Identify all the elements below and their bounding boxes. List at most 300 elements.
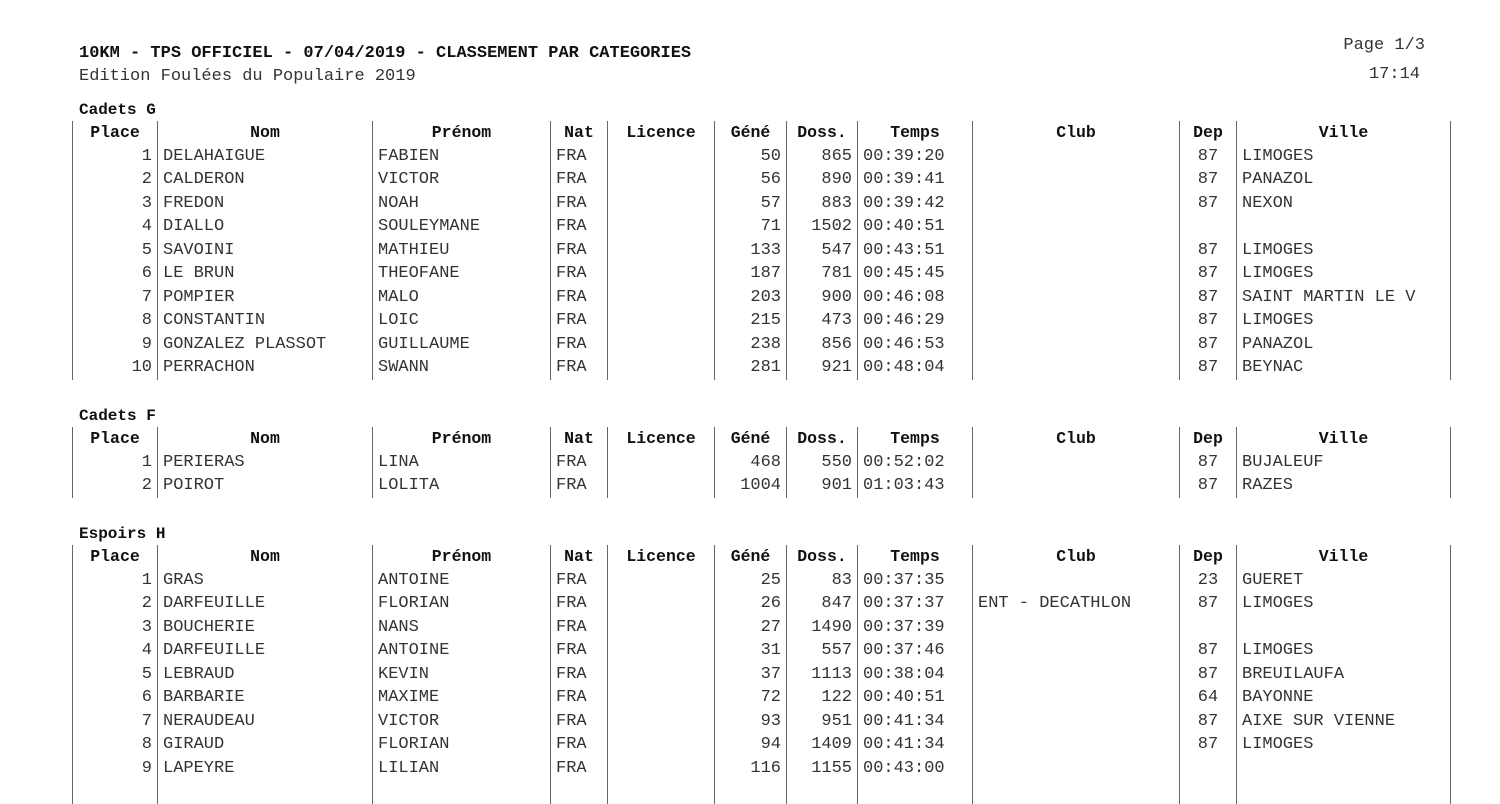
cell-empty <box>608 780 715 804</box>
cell-ville: LIMOGES <box>1237 592 1451 616</box>
column-header-ville: Ville <box>1237 545 1451 569</box>
cell-club <box>973 686 1180 710</box>
cell-nom: PERIERAS <box>158 451 373 475</box>
cell-temps: 00:37:35 <box>858 569 973 593</box>
cell-place: 5 <box>73 663 158 687</box>
cell-nom: DIALLO <box>158 215 373 239</box>
cell-ville: SAINT MARTIN LE V <box>1237 286 1451 310</box>
cell-licence <box>608 733 715 757</box>
cell-temps: 00:43:00 <box>858 757 973 781</box>
cell-dossard: 550 <box>787 451 858 475</box>
column-header-dep: Dep <box>1180 121 1237 145</box>
cell-ville: LIMOGES <box>1237 262 1451 286</box>
cell-prenom: SOULEYMANE <box>373 215 551 239</box>
cell-prenom: LOLITA <box>373 474 551 498</box>
cell-gene: 56 <box>715 168 787 192</box>
cell-empty <box>373 780 551 804</box>
cell-place: 1 <box>73 451 158 475</box>
cell-empty <box>1237 780 1451 804</box>
table-row <box>73 356 1451 380</box>
cell-prenom: MALO <box>373 286 551 310</box>
category-title: Cadets G <box>79 101 156 119</box>
cell-nat: FRA <box>551 239 608 263</box>
cell-dossard: 921 <box>787 356 858 380</box>
cell-temps: 00:39:41 <box>858 168 973 192</box>
table-row <box>73 639 1451 663</box>
cell-licence <box>608 592 715 616</box>
cell-ville: LIMOGES <box>1237 309 1451 333</box>
cell-dep: 87 <box>1180 333 1237 357</box>
cell-prenom: LINA <box>373 451 551 475</box>
column-header-prenom: Prénom <box>373 121 551 145</box>
cell-temps: 00:40:51 <box>858 686 973 710</box>
cell-ville <box>1237 616 1451 640</box>
cell-club <box>973 262 1180 286</box>
cell-gene: 72 <box>715 686 787 710</box>
column-header-nom: Nom <box>158 545 373 569</box>
column-header-nom: Nom <box>158 427 373 451</box>
column-header-club: Club <box>973 545 1180 569</box>
cell-ville: RAZES <box>1237 474 1451 498</box>
cell-dossard: 83 <box>787 569 858 593</box>
column-header-prenom: Prénom <box>373 545 551 569</box>
cell-nat: FRA <box>551 757 608 781</box>
cell-nom: NERAUDEAU <box>158 710 373 734</box>
cell-club <box>973 639 1180 663</box>
cell-temps: 00:46:53 <box>858 333 973 357</box>
cell-licence <box>608 192 715 216</box>
column-header-licence: Licence <box>608 545 715 569</box>
cell-empty <box>715 780 787 804</box>
cell-temps: 00:38:04 <box>858 663 973 687</box>
cell-dossard: 865 <box>787 145 858 169</box>
cell-temps: 00:40:51 <box>858 215 973 239</box>
cell-gene: 50 <box>715 145 787 169</box>
cell-dossard: 1409 <box>787 733 858 757</box>
cell-nat: FRA <box>551 569 608 593</box>
cell-dep: 87 <box>1180 639 1237 663</box>
column-header-dep: Dep <box>1180 427 1237 451</box>
cell-gene: 57 <box>715 192 787 216</box>
cell-dossard: 1155 <box>787 757 858 781</box>
cell-gene: 25 <box>715 569 787 593</box>
cell-licence <box>608 145 715 169</box>
cell-dep: 87 <box>1180 239 1237 263</box>
cell-nom: PERRACHON <box>158 356 373 380</box>
table-row <box>73 215 1451 239</box>
cell-gene: 215 <box>715 309 787 333</box>
cell-nat: FRA <box>551 145 608 169</box>
cell-club <box>973 451 1180 475</box>
column-header-nat: Nat <box>551 545 608 569</box>
column-header-gene: Géné <box>715 121 787 145</box>
cell-nom: LE BRUN <box>158 262 373 286</box>
column-header-prenom: Prénom <box>373 427 551 451</box>
table-row <box>73 239 1451 263</box>
cell-nat: FRA <box>551 333 608 357</box>
cell-place: 3 <box>73 616 158 640</box>
cell-place: 4 <box>73 215 158 239</box>
cell-ville: NEXON <box>1237 192 1451 216</box>
cell-nom: CALDERON <box>158 168 373 192</box>
cell-ville: BREUILAUFA <box>1237 663 1451 687</box>
cell-dep: 23 <box>1180 569 1237 593</box>
cell-dep: 87 <box>1180 474 1237 498</box>
cell-empty <box>787 780 858 804</box>
cell-place: 10 <box>73 356 158 380</box>
cell-dep <box>1180 616 1237 640</box>
cell-club <box>973 286 1180 310</box>
cell-nom: FREDON <box>158 192 373 216</box>
cell-prenom: MATHIEU <box>373 239 551 263</box>
cell-licence <box>608 262 715 286</box>
table-row <box>73 592 1451 616</box>
cell-nom: DELAHAIGUE <box>158 145 373 169</box>
cell-nat: FRA <box>551 451 608 475</box>
cell-licence <box>608 474 715 498</box>
cell-prenom: ANTOINE <box>373 569 551 593</box>
column-header-licence: Licence <box>608 121 715 145</box>
cell-dep: 87 <box>1180 286 1237 310</box>
cell-empty <box>551 780 608 804</box>
cell-licence <box>608 215 715 239</box>
cell-dossard: 847 <box>787 592 858 616</box>
cell-club <box>973 309 1180 333</box>
cell-licence <box>608 639 715 663</box>
cell-licence <box>608 569 715 593</box>
cell-prenom: NOAH <box>373 192 551 216</box>
cell-temps: 00:46:29 <box>858 309 973 333</box>
cell-club <box>973 168 1180 192</box>
cell-nat: FRA <box>551 733 608 757</box>
cell-ville: BEYNAC <box>1237 356 1451 380</box>
cell-gene: 37 <box>715 663 787 687</box>
results-table <box>72 427 1451 498</box>
table-row <box>73 168 1451 192</box>
cell-place: 3 <box>73 192 158 216</box>
cell-club <box>973 145 1180 169</box>
cell-nom: POMPIER <box>158 286 373 310</box>
cell-dossard: 1502 <box>787 215 858 239</box>
cell-club <box>973 192 1180 216</box>
header-row <box>73 121 1451 145</box>
cell-temps: 00:41:34 <box>858 733 973 757</box>
cell-gene: 1004 <box>715 474 787 498</box>
cell-dep: 87 <box>1180 309 1237 333</box>
cell-prenom: LOIC <box>373 309 551 333</box>
cell-prenom: THEOFANE <box>373 262 551 286</box>
cell-club <box>973 757 1180 781</box>
table-row <box>73 686 1451 710</box>
category-section <box>72 406 1451 498</box>
cell-dossard: 557 <box>787 639 858 663</box>
table-row <box>73 710 1451 734</box>
table-row <box>73 145 1451 169</box>
cell-licence <box>608 710 715 734</box>
cell-dep: 87 <box>1180 192 1237 216</box>
cell-temps: 00:41:34 <box>858 710 973 734</box>
header-row <box>73 545 1451 569</box>
column-header-temps: Temps <box>858 545 973 569</box>
page-number: Page 1/3 <box>1343 36 1425 55</box>
cell-place: 2 <box>73 474 158 498</box>
cell-ville: LIMOGES <box>1237 733 1451 757</box>
cell-prenom: VICTOR <box>373 710 551 734</box>
cell-nat: FRA <box>551 474 608 498</box>
cell-nom: BOUCHERIE <box>158 616 373 640</box>
cell-place: 4 <box>73 639 158 663</box>
cell-temps: 00:39:42 <box>858 192 973 216</box>
cell-ville: LIMOGES <box>1237 239 1451 263</box>
cell-licence <box>608 686 715 710</box>
cell-ville: LIMOGES <box>1237 145 1451 169</box>
cell-prenom: FABIEN <box>373 145 551 169</box>
column-header-nat: Nat <box>551 121 608 145</box>
cell-place: 8 <box>73 309 158 333</box>
cell-gene: 468 <box>715 451 787 475</box>
cell-empty <box>973 780 1180 804</box>
cell-nat: FRA <box>551 215 608 239</box>
document-subtitle: Edition Foulées du Populaire 2019 <box>79 67 416 86</box>
table-row <box>73 733 1451 757</box>
cell-dep: 87 <box>1180 145 1237 169</box>
cell-temps: 00:48:04 <box>858 356 973 380</box>
cell-licence <box>608 663 715 687</box>
cell-nat: FRA <box>551 192 608 216</box>
cell-club <box>973 663 1180 687</box>
cell-place: 9 <box>73 333 158 357</box>
cell-dep <box>1180 757 1237 781</box>
cell-nom: BARBARIE <box>158 686 373 710</box>
cell-gene: 93 <box>715 710 787 734</box>
cell-empty <box>73 780 158 804</box>
cell-prenom: MAXIME <box>373 686 551 710</box>
cell-licence <box>608 309 715 333</box>
cell-nat: FRA <box>551 616 608 640</box>
cell-nat: FRA <box>551 309 608 333</box>
table-row <box>73 474 1451 498</box>
table-row <box>73 333 1451 357</box>
cell-place: 1 <box>73 569 158 593</box>
document-title: 10KM - TPS OFFICIEL - 07/04/2019 - CLASSEMENT PAR CATEGORIES <box>79 44 692 63</box>
cell-gene: 133 <box>715 239 787 263</box>
cell-ville: GUERET <box>1237 569 1451 593</box>
cell-nat: FRA <box>551 686 608 710</box>
cell-prenom: LILIAN <box>373 757 551 781</box>
cell-temps: 00:45:45 <box>858 262 973 286</box>
cell-club <box>973 474 1180 498</box>
table-row <box>73 569 1451 593</box>
cell-club <box>973 333 1180 357</box>
table-row <box>73 451 1451 475</box>
cell-dossard: 856 <box>787 333 858 357</box>
cell-dossard: 1113 <box>787 663 858 687</box>
cell-nom: POIROT <box>158 474 373 498</box>
cell-dep: 87 <box>1180 592 1237 616</box>
results-table <box>72 121 1451 380</box>
cell-place: 1 <box>73 145 158 169</box>
column-header-gene: Géné <box>715 545 787 569</box>
cell-nat: FRA <box>551 262 608 286</box>
table-row <box>73 616 1451 640</box>
cell-gene: 71 <box>715 215 787 239</box>
cell-nom: LAPEYRE <box>158 757 373 781</box>
cell-nom: SAVOINI <box>158 239 373 263</box>
cell-gene: 116 <box>715 757 787 781</box>
column-header-temps: Temps <box>858 121 973 145</box>
column-header-place: Place <box>73 545 158 569</box>
cell-dossard: 901 <box>787 474 858 498</box>
cell-dossard: 883 <box>787 192 858 216</box>
cell-dossard: 1490 <box>787 616 858 640</box>
cell-dep: 87 <box>1180 262 1237 286</box>
cell-place: 2 <box>73 168 158 192</box>
cell-nat: FRA <box>551 286 608 310</box>
column-header-dossard: Doss. <box>787 121 858 145</box>
column-header-nom: Nom <box>158 121 373 145</box>
header-row <box>73 427 1451 451</box>
cell-gene: 27 <box>715 616 787 640</box>
column-header-dossard: Doss. <box>787 427 858 451</box>
column-header-ville: Ville <box>1237 121 1451 145</box>
cell-licence <box>608 356 715 380</box>
cell-empty <box>158 780 373 804</box>
cell-empty <box>858 780 973 804</box>
category-title: Cadets F <box>79 407 156 425</box>
column-header-club: Club <box>973 427 1180 451</box>
cell-place: 6 <box>73 686 158 710</box>
cell-gene: 281 <box>715 356 787 380</box>
cell-nat: FRA <box>551 639 608 663</box>
cell-gene: 203 <box>715 286 787 310</box>
cell-temps: 00:39:20 <box>858 145 973 169</box>
cell-club: ENT - DECATHLON <box>973 592 1180 616</box>
category-section <box>72 524 1451 804</box>
column-header-ville: Ville <box>1237 427 1451 451</box>
cell-licence <box>608 333 715 357</box>
cell-place: 8 <box>73 733 158 757</box>
cell-prenom: FLORIAN <box>373 592 551 616</box>
results-table <box>72 545 1451 804</box>
cell-ville: BAYONNE <box>1237 686 1451 710</box>
cell-prenom: VICTOR <box>373 168 551 192</box>
cell-nom: DARFEUILLE <box>158 639 373 663</box>
column-header-club: Club <box>973 121 1180 145</box>
cell-dep: 87 <box>1180 733 1237 757</box>
cell-licence <box>608 168 715 192</box>
cell-prenom: SWANN <box>373 356 551 380</box>
cell-licence <box>608 239 715 263</box>
cell-place: 6 <box>73 262 158 286</box>
cell-gene: 238 <box>715 333 787 357</box>
column-header-dossard: Doss. <box>787 545 858 569</box>
cell-club <box>973 239 1180 263</box>
cell-club <box>973 733 1180 757</box>
cell-club <box>973 710 1180 734</box>
column-header-nat: Nat <box>551 427 608 451</box>
cell-ville: BUJALEUF <box>1237 451 1451 475</box>
cell-dep: 87 <box>1180 356 1237 380</box>
cell-dossard: 547 <box>787 239 858 263</box>
cell-licence <box>608 451 715 475</box>
cell-temps: 01:03:43 <box>858 474 973 498</box>
table-row <box>73 309 1451 333</box>
cell-dossard: 473 <box>787 309 858 333</box>
table-row <box>73 262 1451 286</box>
table-row <box>73 663 1451 687</box>
cell-dep <box>1180 215 1237 239</box>
print-time: 17:14 <box>1368 65 1420 84</box>
cell-ville <box>1237 757 1451 781</box>
cell-dep: 87 <box>1180 663 1237 687</box>
cell-nat: FRA <box>551 710 608 734</box>
table-row <box>73 192 1451 216</box>
cell-nom: GIRAUD <box>158 733 373 757</box>
column-header-dep: Dep <box>1180 545 1237 569</box>
cell-nat: FRA <box>551 592 608 616</box>
cell-dep: 87 <box>1180 168 1237 192</box>
cell-temps: 00:52:02 <box>858 451 973 475</box>
category-title: Espoirs H <box>79 525 166 543</box>
cell-prenom: FLORIAN <box>373 733 551 757</box>
cell-empty <box>1180 780 1237 804</box>
cell-prenom: ANTOINE <box>373 639 551 663</box>
cell-temps: 00:46:08 <box>858 286 973 310</box>
column-header-temps: Temps <box>858 427 973 451</box>
table-row <box>73 286 1451 310</box>
cell-club <box>973 616 1180 640</box>
cell-gene: 31 <box>715 639 787 663</box>
cell-nat: FRA <box>551 168 608 192</box>
cell-nom: LEBRAUD <box>158 663 373 687</box>
cell-licence <box>608 757 715 781</box>
cell-nat: FRA <box>551 356 608 380</box>
cell-gene: 26 <box>715 592 787 616</box>
cell-ville: LIMOGES <box>1237 639 1451 663</box>
cell-ville: AIXE SUR VIENNE <box>1237 710 1451 734</box>
table-row-cutoff <box>73 780 1451 804</box>
cell-licence <box>608 286 715 310</box>
cell-place: 5 <box>73 239 158 263</box>
cell-ville: PANAZOL <box>1237 168 1451 192</box>
category-section <box>72 100 1451 380</box>
cell-gene: 187 <box>715 262 787 286</box>
cell-dep: 87 <box>1180 710 1237 734</box>
cell-dossard: 890 <box>787 168 858 192</box>
column-header-gene: Géné <box>715 427 787 451</box>
cell-prenom: GUILLAUME <box>373 333 551 357</box>
cell-club <box>973 569 1180 593</box>
column-header-place: Place <box>73 427 158 451</box>
cell-place: 2 <box>73 592 158 616</box>
cell-dossard: 900 <box>787 286 858 310</box>
cell-dossard: 781 <box>787 262 858 286</box>
cell-temps: 00:37:37 <box>858 592 973 616</box>
cell-temps: 00:37:39 <box>858 616 973 640</box>
cell-prenom: NANS <box>373 616 551 640</box>
column-header-place: Place <box>73 121 158 145</box>
cell-dep: 87 <box>1180 451 1237 475</box>
cell-club <box>973 215 1180 239</box>
cell-gene: 94 <box>715 733 787 757</box>
cell-nom: GONZALEZ PLASSOT <box>158 333 373 357</box>
cell-dep: 64 <box>1180 686 1237 710</box>
column-header-licence: Licence <box>608 427 715 451</box>
cell-licence <box>608 616 715 640</box>
cell-temps: 00:43:51 <box>858 239 973 263</box>
cell-nom: DARFEUILLE <box>158 592 373 616</box>
cell-nom: GRAS <box>158 569 373 593</box>
